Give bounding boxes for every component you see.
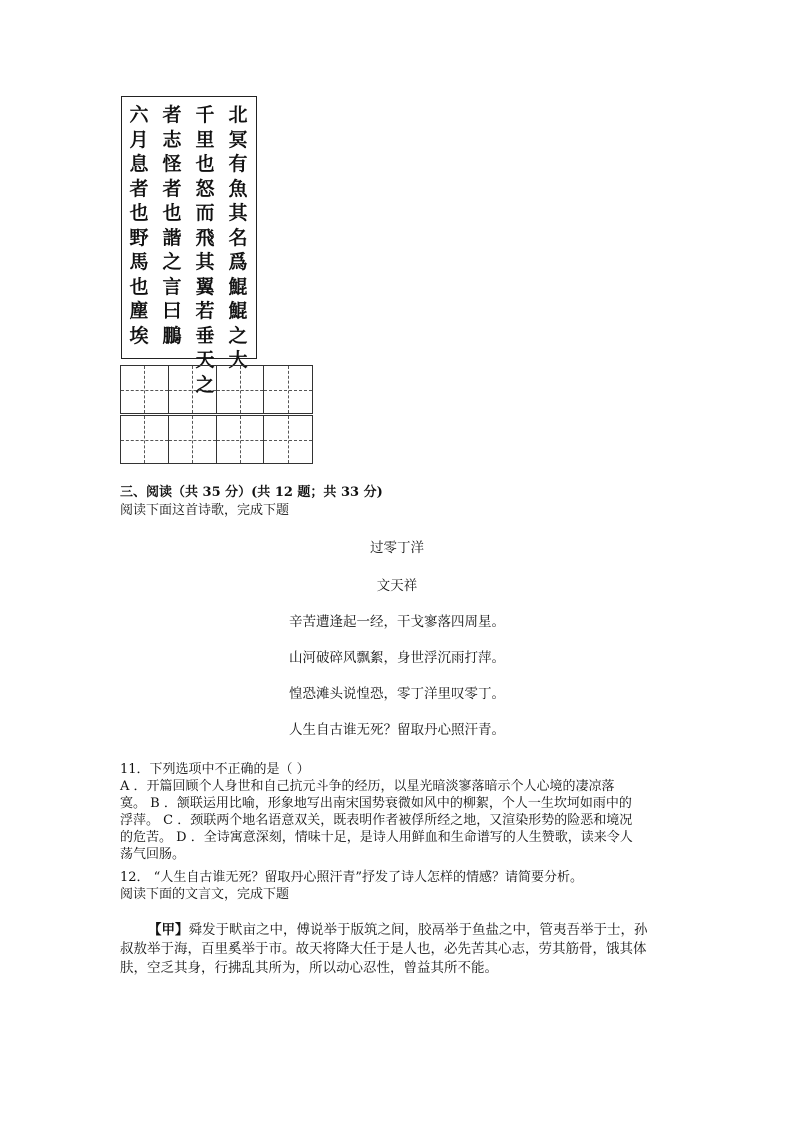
writing-grid-row-1[interactable] [120,365,313,414]
calligraphy-char: 曰 [162,300,182,322]
poem-author: 文天祥 [376,578,418,594]
calligraphy-char: 塵 [129,300,149,322]
calligraphy-char: 六 [129,104,149,126]
writing-grid-row-2[interactable] [120,415,313,464]
calligraphy-char: 野 [129,226,149,249]
calligraphy-char: 名 [228,226,248,249]
poem-line: 辛苦遭逢起一经，干戈寥落四周星。 [289,614,505,630]
poem-line: 惶恐滩头说惶恐，零丁洋里叹零丁。 [289,686,505,702]
poem-title: 过零丁洋 [370,540,424,556]
calligraphy-char: 者 [162,177,182,200]
grid-cell[interactable] [169,366,217,413]
grid-cell[interactable] [217,366,265,413]
grid-cell[interactable] [121,416,169,463]
calligraphy-char: 其 [195,251,215,273]
grid-cell[interactable] [169,416,217,463]
prose-instruction: 阅读下面的文言文，完成下题 [120,887,290,902]
calligraphy-char: 大 [228,349,248,371]
calligraphy-char: 也 [162,202,182,224]
calligraphy-char: 冥 [228,128,248,151]
grid-cell[interactable] [264,416,312,463]
calligraphy-panel [121,96,257,396]
calligraphy-char: 其 [228,202,248,224]
calligraphy-char: 千 [195,104,215,126]
question-12: 12． “人生自古谁无死？留取丹心照汗青”抒发了诗人怎样的情感？请简要分析。 [120,870,583,885]
calligraphy-char: 志 [162,128,182,151]
calligraphy-char: 息 [129,153,149,175]
question-11-option-line: 的危苦。 D ．全诗寓意深刻，情味十足，是诗人用鲜血和生命谱写的人生赞歌，读来令人 [120,830,633,845]
prose-line [148,922,648,939]
calligraphy-char: 若 [195,300,215,322]
calligraphy-char: 鯤 [228,275,248,298]
question-11-stem: 11．下列选项中不正确的是（ ） [120,762,310,777]
prose-line-text: 舜发于畎亩之中，傅说举于版筑之间，胶鬲举于鱼盐之中，管夷吾举于士，孙 [188,922,648,938]
calligraphy-char: 里 [195,128,215,151]
calligraphy-char: 者 [129,177,149,200]
poem-line: 人生自古谁无死？留取丹心照汗青。 [289,722,505,738]
calligraphy-char: 諧 [162,226,182,249]
question-11-option-line: 荡气回肠。 [120,847,186,862]
calligraphy-char: 也 [129,202,149,224]
calligraphy-char: 怒 [195,177,215,200]
calligraphy-char: 也 [129,275,149,298]
calligraphy-char: 翼 [195,275,215,298]
calligraphy-column-3 [159,103,185,348]
question-11-option-line: 寞。 B ．颔联运用比喻，形象地写出南宋国势衰微如风中的柳絮，个人一生坎坷如雨中的 [120,796,632,811]
calligraphy-char: 埃 [129,324,149,347]
calligraphy-char: 之 [162,251,182,273]
calligraphy-char: 有 [228,153,248,175]
calligraphy-char: 之 [195,373,215,396]
calligraphy-char: 者 [162,104,182,126]
calligraphy-char: 爲 [228,251,248,273]
grid-cell[interactable] [217,416,265,463]
question-11-option-line: 浮萍。 C ．颈联两个地名语意双关，既表明作者被俘所经之地，又渲染形势的险恶和境况 [120,813,633,828]
calligraphy-char: 馬 [129,251,149,273]
section-heading: 三、阅读（共 35 分）(共 12 题；共 33 分) [120,485,383,500]
question-11-option-line: A ．开篇回顾个人身世和自己抗元斗争的经历，以星光暗淡寥落暗示个人心境的凄凉落 [120,779,615,794]
calligraphy-char: 魚 [228,177,248,200]
poem-line: 山河破碎风飘絮，身世浮沉雨打萍。 [289,650,505,666]
calligraphy-char: 鵬 [162,324,182,347]
calligraphy-column-2 [192,103,218,397]
calligraphy-char: 之 [228,324,248,347]
prose-label: 【甲】 [148,922,189,938]
calligraphy-char: 月 [129,128,149,151]
calligraphy-char: 北 [228,104,248,126]
grid-cell[interactable] [264,366,312,413]
calligraphy-char: 怪 [162,153,182,175]
calligraphy-column-1 [225,103,251,373]
calligraphy-char: 垂 [195,324,215,347]
calligraphy-char: 言 [162,275,182,298]
calligraphy-char: 飛 [195,226,215,249]
calligraphy-char: 而 [195,202,215,224]
calligraphy-char: 鯤 [228,300,248,322]
calligraphy-char: 天 [195,349,215,371]
prose-line: 肤，空乏其身，行拂乱其所为，所以动心忍性，曾益其所不能。 [120,960,498,976]
calligraphy-char: 也 [195,153,215,175]
grid-cell[interactable] [121,366,169,413]
calligraphy-column-4 [126,103,152,348]
prose-line: 叔敖举于海，百里奚举于市。故天将降大任于是人也，必先苦其心志，劳其筋骨，饿其体 [120,941,647,957]
poem-instruction: 阅读下面这首诗歌，完成下题 [120,503,290,518]
